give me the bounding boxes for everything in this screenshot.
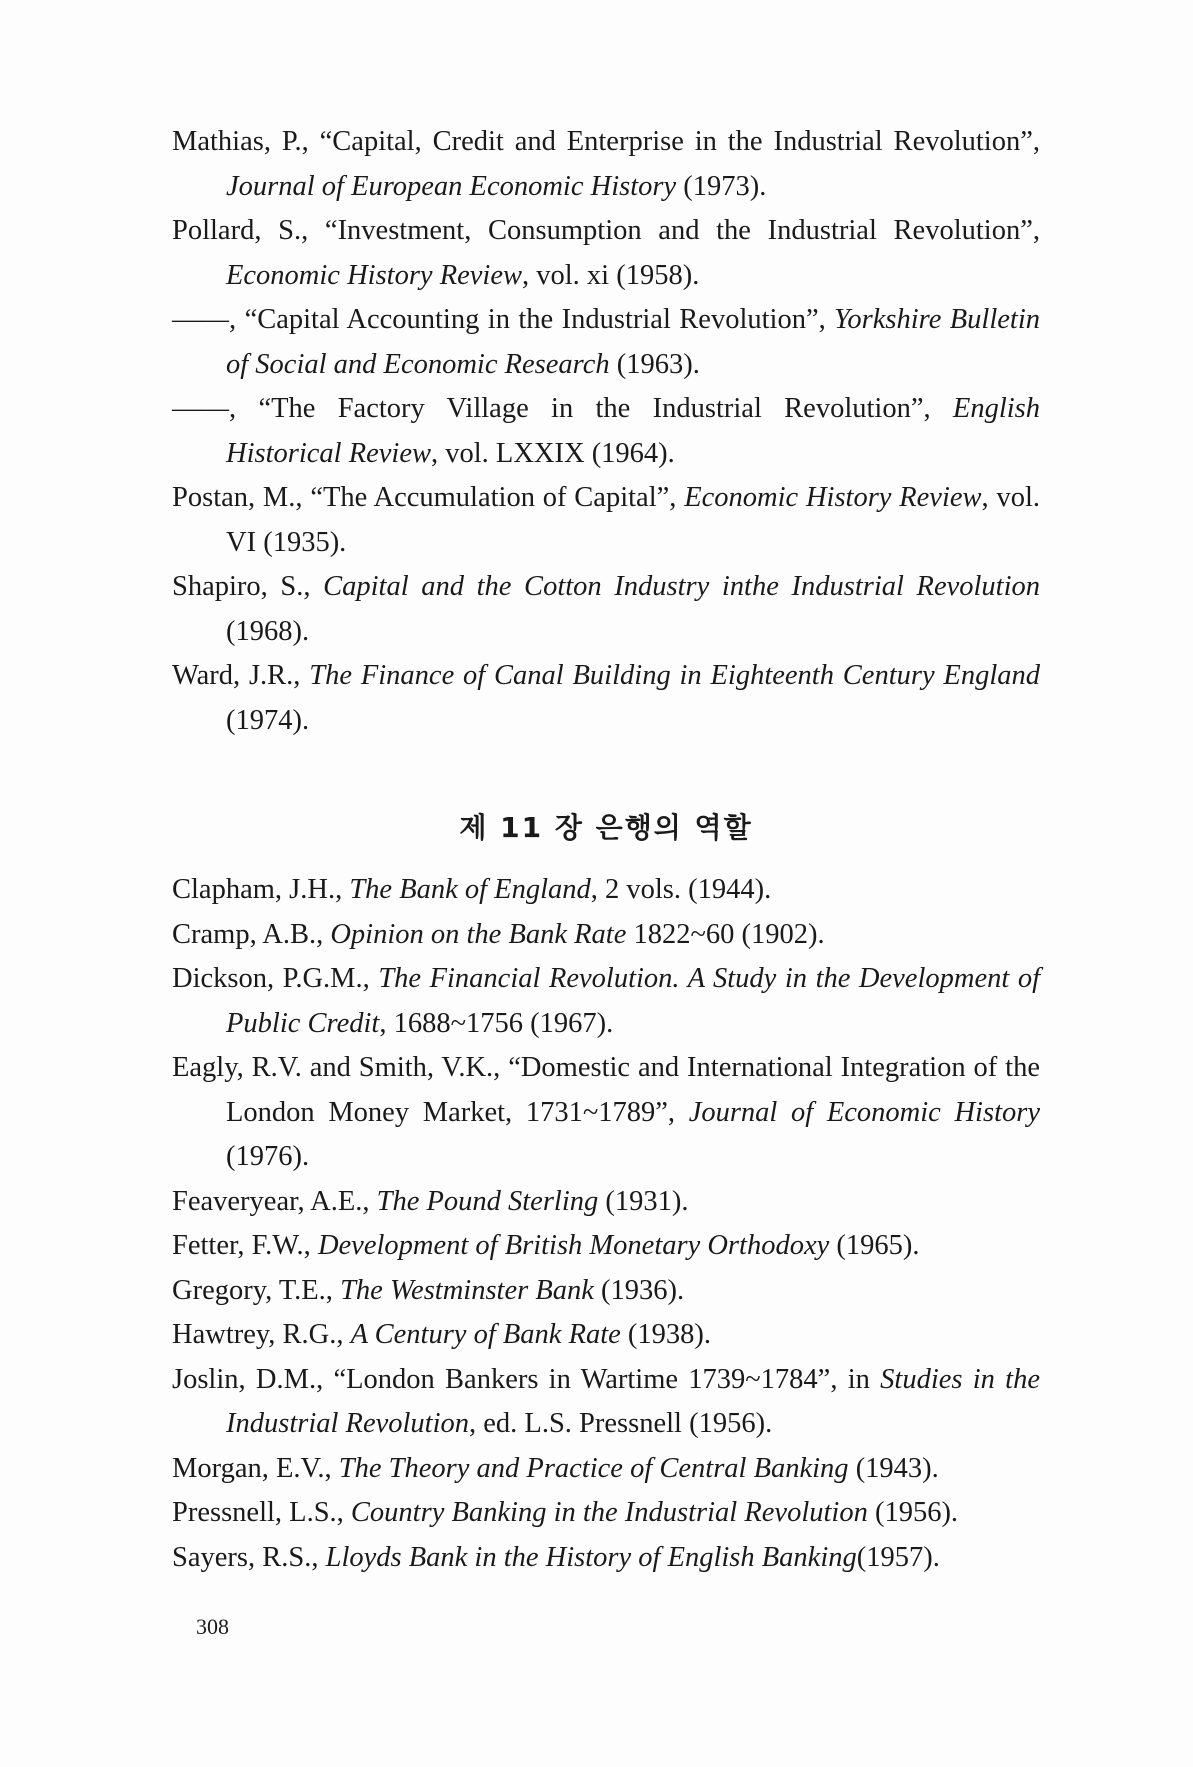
bib-entry-cramp xyxy=(172,913,1040,958)
entry-author: Morgan, E.V., xyxy=(172,1452,339,1484)
entry-title: Economic History Review xyxy=(684,482,982,513)
entry-details: (1957). xyxy=(856,1541,940,1573)
entry-article: “Capital, Credit and Enterprise in the Industrial Revolution”, xyxy=(319,126,1040,157)
entry-author: Pollard, S., xyxy=(172,215,325,246)
entry-title: A Century of Bank Rate xyxy=(350,1319,621,1350)
entry-details: (1943). xyxy=(848,1452,939,1484)
entry-details: 1822~60 (1902). xyxy=(626,918,825,950)
entry-details: , vol. VI (1935). xyxy=(226,482,1040,558)
entry-details: (1931). xyxy=(598,1185,689,1217)
entry-details: (1968). xyxy=(226,615,310,647)
bib-entry-hawtrey xyxy=(172,1313,1040,1358)
bib-entry-gregory xyxy=(172,1269,1040,1314)
entry-author: Mathias, P., xyxy=(172,126,320,157)
entry-author: Shapiro, S., xyxy=(172,571,324,602)
entry-title: The Finance of Canal Building in Eighteenth Century England xyxy=(309,660,1041,691)
entry-author: Hawtrey, R.G., xyxy=(172,1319,351,1350)
entry-author: Gregory, T.E., xyxy=(172,1274,341,1306)
entry-article: “The Factory Village in the Industrial Revolution”, xyxy=(258,393,953,424)
entry-details: (1963). xyxy=(609,348,700,380)
bib-entry-ward xyxy=(172,654,1040,743)
entry-title: English Historical Review xyxy=(226,393,1041,469)
entry-title: Opinion on the Bank Rate xyxy=(330,918,627,950)
entry-title: Country Banking in the Industrial Revolution xyxy=(350,1497,868,1528)
bibliography-section-1 xyxy=(172,120,1040,743)
bib-entry-mathias xyxy=(172,120,1040,209)
entry-author: ——, xyxy=(172,304,245,335)
entry-details: , 2 vols. (1944). xyxy=(590,874,772,905)
entry-details: (1965). xyxy=(829,1230,920,1261)
bib-entry-pressnell xyxy=(172,1491,1040,1536)
bib-entry-morgan xyxy=(172,1447,1040,1492)
entry-author: Sayers, R.S., xyxy=(172,1541,326,1573)
entry-article: “Investment, Consumption and the Industrial Revolution”, xyxy=(324,215,1040,246)
entry-details: (1976). xyxy=(226,1141,310,1172)
entry-title: Lloyds Bank in the History of English Banking xyxy=(325,1541,857,1573)
entry-details: (1973). xyxy=(676,170,767,202)
entry-article: “Capital Accounting in the Industrial Revolution”, xyxy=(244,304,835,335)
entry-title: Journal of European Economic History xyxy=(226,170,677,202)
entry-title: Yorkshire Bulletin of Social and Economic Research xyxy=(226,304,1041,380)
entry-title: The Bank of England xyxy=(349,874,591,905)
entry-title: Studies in the Industrial Revolution xyxy=(226,1363,1040,1439)
entry-title: The Financial Revolution. A Study in the Development of Public Credit xyxy=(226,963,1040,1039)
bib-entry-dickson xyxy=(172,957,1040,1046)
bibliography-section-2 xyxy=(172,868,1040,1580)
bib-entry-eagly-smith xyxy=(172,1046,1040,1180)
chapter-heading: 제 11 장 은행의 역할 xyxy=(459,811,753,844)
bib-entry-pollard-3 xyxy=(172,387,1040,476)
entry-article: “Domestic and International Integration of the London Money Market, 1731~1789”, xyxy=(226,1052,1040,1128)
entry-details: , ed. L.S. Pressnell (1956). xyxy=(469,1408,773,1439)
bib-entry-clapham xyxy=(172,868,1040,913)
entry-author: Ward, J.R., xyxy=(172,660,310,691)
bib-entry-fetter xyxy=(172,1224,1040,1269)
entry-article: “London Bankers in Wartime 1739~1784”, in xyxy=(333,1363,881,1395)
bib-entry-pollard-2 xyxy=(172,298,1040,387)
entry-author: Fetter, F.W., xyxy=(172,1230,318,1261)
entry-title: Development of British Monetary Orthodoxy xyxy=(317,1230,830,1261)
entry-author: Postan, M., xyxy=(172,482,311,513)
entry-details: , vol. LXXIX (1964). xyxy=(431,437,675,469)
entry-title: Journal of Economic History xyxy=(688,1096,1040,1128)
entry-details: , 1688~1756 (1967). xyxy=(379,1007,614,1039)
entry-details: (1938). xyxy=(620,1319,712,1350)
entry-details: (1974). xyxy=(226,704,310,736)
entry-author: Joslin, D.M., xyxy=(172,1363,334,1395)
bib-entry-pollard-1 xyxy=(172,209,1040,298)
entry-details: , vol. xi (1958). xyxy=(522,259,700,291)
entry-article: “The Accumulation of Capital”, xyxy=(310,482,685,513)
bib-entry-feaveryear xyxy=(172,1180,1040,1225)
entry-author: Feaveryear, A.E., xyxy=(172,1185,377,1217)
entry-title: The Pound Sterling xyxy=(376,1185,599,1217)
bib-entry-joslin xyxy=(172,1358,1040,1447)
entry-title: Economic History Review xyxy=(226,259,522,291)
entry-author: Pressnell, L.S., xyxy=(172,1497,351,1528)
entry-author: Dickson, P.G.M., xyxy=(172,963,379,994)
entry-title: Capital and the Cotton Industry inthe Industrial Revolution xyxy=(323,571,1040,602)
bib-entry-shapiro xyxy=(172,565,1040,654)
page-number: 308 xyxy=(196,1614,229,1639)
entry-title: The Westminster Bank xyxy=(340,1274,594,1306)
entry-title: The Theory and Practice of Central Banking xyxy=(338,1452,849,1484)
entry-author: Eagly, R.V. and Smith, V.K., xyxy=(172,1052,509,1083)
bib-entry-sayers xyxy=(172,1536,1040,1581)
entry-author: Cramp, A.B., xyxy=(172,918,331,950)
entry-details: (1936). xyxy=(593,1274,685,1306)
entry-details: (1956). xyxy=(867,1497,959,1528)
bib-entry-postan xyxy=(172,476,1040,565)
entry-author: Clapham, J.H., xyxy=(172,874,350,905)
entry-author: ——, xyxy=(172,393,259,424)
